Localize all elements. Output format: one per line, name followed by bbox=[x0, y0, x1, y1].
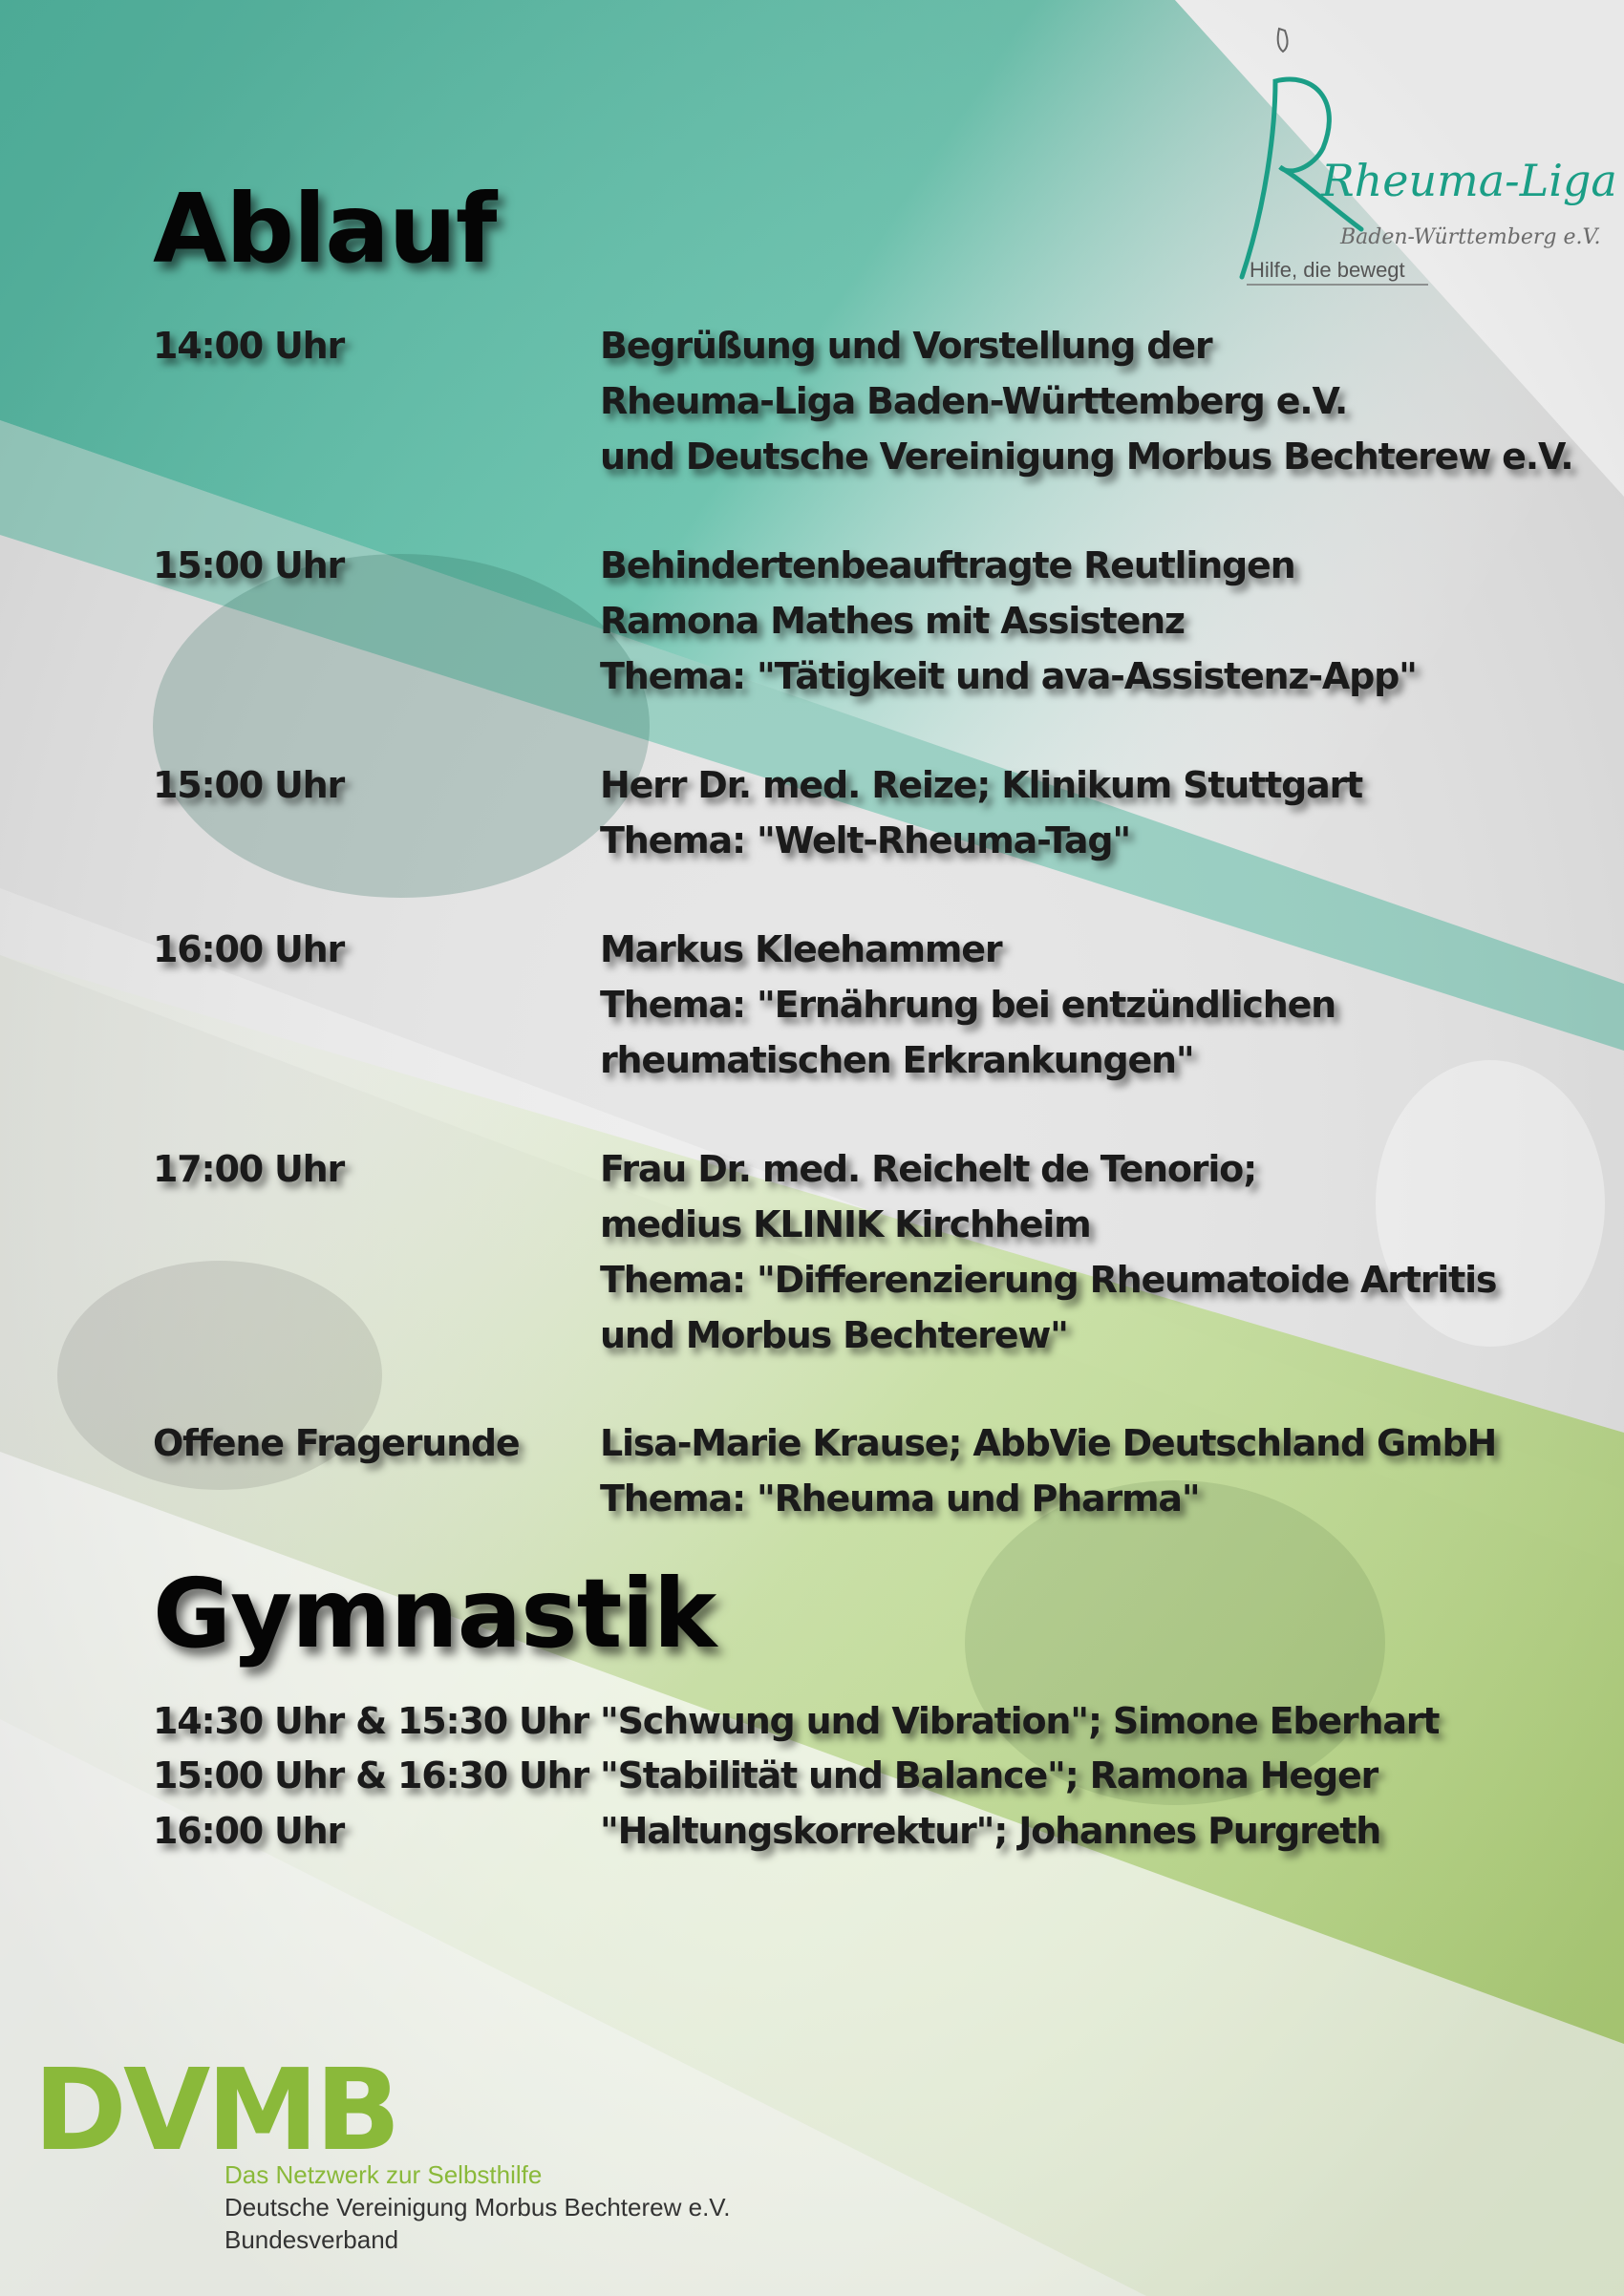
ablauf-description-line: Ramona Mathes mit Assistenz bbox=[600, 600, 1185, 642]
rheuma-liga-name: Rheuma-Liga bbox=[1321, 155, 1617, 206]
gymnastik-description bbox=[600, 1748, 1378, 1803]
gymnastik-description-line: "Schwung und Vibration"; Simone Eberhart bbox=[600, 1700, 1440, 1742]
ablauf-description-line: Frau Dr. med. Reichelt de Tenorio; bbox=[600, 1148, 1257, 1190]
gymnastik-time: 16:00 Uhr bbox=[153, 1810, 345, 1852]
ablauf-description bbox=[600, 922, 1336, 1088]
gymnastik-description bbox=[600, 1803, 1380, 1859]
ablauf-description-line: Thema: "Welt-Rheuma-Tag" bbox=[600, 819, 1130, 861]
ablauf-description-line: und Deutsche Vereinigung Morbus Bechterew e.V. bbox=[600, 436, 1573, 478]
ablauf-time: 17:00 Uhr bbox=[153, 1148, 345, 1190]
ablauf-time: 15:00 Uhr bbox=[153, 764, 345, 806]
ablauf-description bbox=[600, 1141, 1496, 1363]
dvmb-tagline: Das Netzwerk zur Selbsthilfe bbox=[224, 2160, 543, 2189]
ablauf-description-line: Thema: "Tätigkeit und ava-Assistenz-App" bbox=[600, 655, 1417, 697]
ablauf-description bbox=[600, 538, 1417, 704]
ablauf-title: Ablauf bbox=[153, 173, 497, 285]
ablauf-description bbox=[600, 1415, 1496, 1526]
ablauf-description bbox=[600, 318, 1573, 484]
ablauf-description-line: Thema: "Ernährung bei entzündlichen bbox=[600, 984, 1336, 1026]
gymnastik-description-line: "Haltungskorrektur"; Johannes Purgreth bbox=[600, 1810, 1381, 1852]
ablauf-description-line: Thema: "Rheuma und Pharma" bbox=[600, 1478, 1200, 1520]
rheuma-liga-slogan: Hilfe, die bewegt bbox=[1250, 258, 1405, 282]
ablauf-time: 15:00 Uhr bbox=[153, 544, 345, 586]
ablauf-description-line: medius KLINIK Kirchheim bbox=[600, 1203, 1091, 1245]
ablauf-description bbox=[600, 757, 1362, 868]
gymnastik-description-line: "Stabilität und Balance"; Ramona Heger bbox=[600, 1754, 1378, 1796]
ablauf-description-line: Herr Dr. med. Reize; Klinikum Stuttgart bbox=[600, 764, 1363, 806]
gymnastik-description bbox=[600, 1693, 1439, 1749]
dvmb-logo-text: DVMB bbox=[33, 2053, 397, 2158]
gymnastik-time: 15:00 Uhr & 16:30 Uhr bbox=[153, 1754, 589, 1796]
rheuma-liga-logo bbox=[1208, 14, 1619, 291]
ablauf-time: 14:00 Uhr bbox=[153, 325, 345, 367]
gymnastik-time: 14:30 Uhr & 15:30 Uhr bbox=[153, 1700, 589, 1742]
ablauf-description-line: Begrüßung und Vorstellung der bbox=[600, 325, 1212, 367]
ablauf-description-line: rheumatischen Erkrankungen" bbox=[600, 1039, 1194, 1081]
rheuma-liga-region: Baden-Württemberg e.V. bbox=[1340, 225, 1601, 249]
ablauf-time: Offene Fragerunde bbox=[153, 1422, 520, 1464]
gymnastik-title: Gymnastik bbox=[153, 1558, 716, 1669]
ablauf-description-line: und Morbus Bechterew" bbox=[600, 1314, 1068, 1356]
dvmb-footer-text bbox=[224, 2158, 730, 2256]
ablauf-description-line: Lisa-Marie Krause; AbbVie Deutschland GmbH bbox=[600, 1422, 1497, 1464]
ablauf-description-line: Rheuma-Liga Baden-Württemberg e.V. bbox=[600, 380, 1348, 422]
ablauf-time: 16:00 Uhr bbox=[153, 928, 345, 970]
ablauf-description-line: Markus Kleehammer bbox=[600, 928, 1002, 970]
dvmb-level: Bundesverband bbox=[224, 2225, 399, 2254]
ablauf-description-line: Behindertenbeauftragte Reutlingen bbox=[600, 544, 1295, 586]
ablauf-description-line: Thema: "Differenzierung Rheumatoide Artritis bbox=[600, 1259, 1497, 1301]
dvmb-logo bbox=[33, 2053, 416, 2158]
dvmb-organisation: Deutsche Vereinigung Morbus Bechterew e.V. bbox=[224, 2193, 731, 2222]
